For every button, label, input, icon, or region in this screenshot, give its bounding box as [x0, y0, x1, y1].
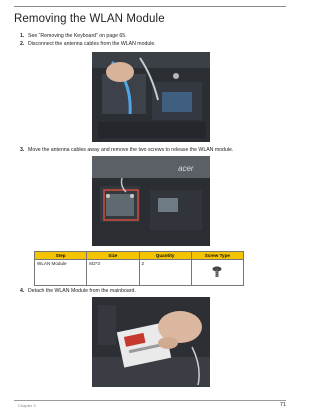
step-text: Disconnect the antenna cables from the WLAN module.	[28, 41, 156, 47]
step-text: Detach the WLAN Module from the mainboard.	[28, 288, 136, 294]
cell-step: WLAN Module	[35, 260, 87, 286]
step-number: 1.	[20, 33, 25, 39]
photo-wlan-screws	[92, 156, 210, 246]
step-text: Move the antenna cables away and remove the two screws to release the WLAN module.	[28, 147, 234, 153]
header-quantity: Quantity	[139, 252, 191, 260]
step-1	[20, 33, 127, 40]
step-3	[20, 147, 233, 154]
step-4	[20, 288, 136, 295]
step-2	[20, 41, 156, 48]
cell-quantity: 2	[139, 260, 191, 286]
header-step: Step	[35, 252, 87, 260]
header-size: Size	[87, 252, 139, 260]
page-number: 71	[279, 402, 286, 408]
page-title: Removing the WLAN Module	[14, 13, 165, 25]
cell-size: M2*3	[87, 260, 139, 286]
top-rule	[14, 6, 286, 7]
footer-chapter: Chapter 3	[18, 403, 36, 408]
cell-screw-type	[191, 260, 243, 286]
screw-icon	[212, 266, 222, 278]
step-number: 4.	[20, 288, 25, 294]
screw-table	[34, 251, 244, 286]
photo-antenna-cables	[92, 52, 210, 142]
step-text: See “Removing the Keyboard” on page 65.	[28, 33, 127, 39]
step-number: 2.	[20, 41, 25, 47]
brand-logo: acer	[178, 164, 194, 173]
table-row	[35, 260, 244, 286]
photo-detach-module	[92, 297, 210, 387]
header-screw-type: Screw Type	[191, 252, 243, 260]
step-number: 3.	[20, 147, 25, 153]
bottom-rule	[14, 400, 286, 401]
